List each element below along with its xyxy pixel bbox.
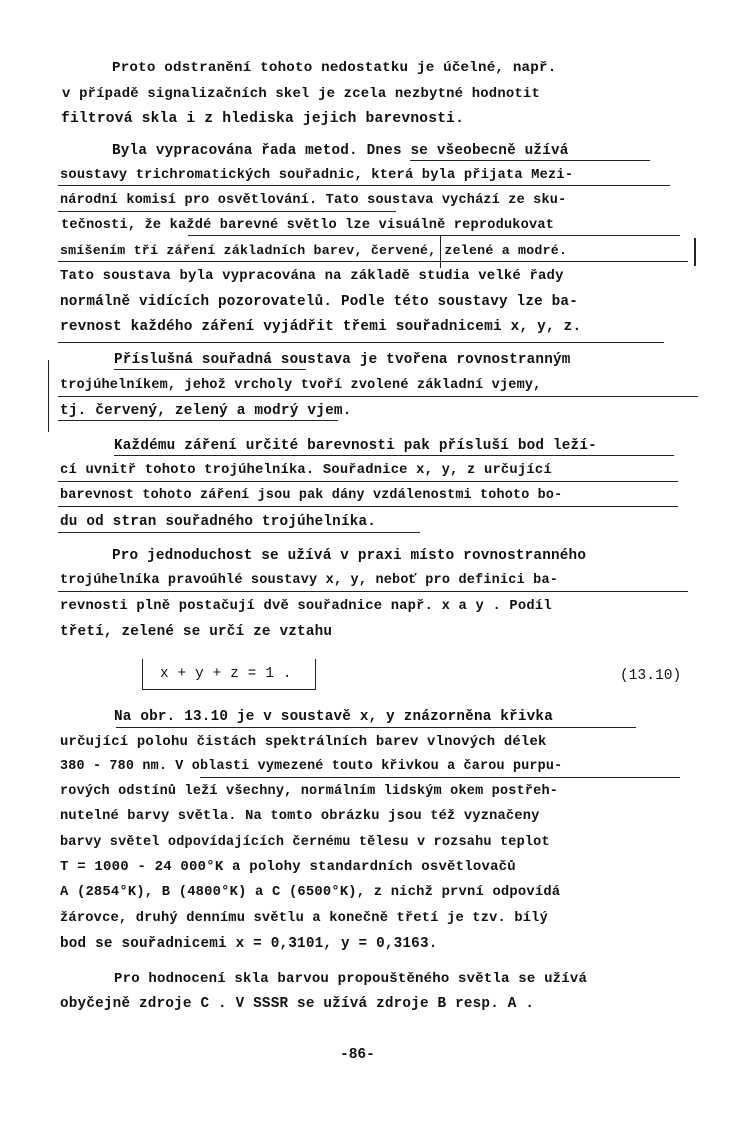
text-line: smíšením tří záření základních barev, červené, zelené a modré. <box>60 243 568 258</box>
text-line: Proto odstranění tohoto nedostatku je účelné, např. <box>112 60 557 76</box>
text-line: rových odstínů leží všechny, normálním lidským okem postřeh- <box>60 784 559 799</box>
text-line: revnosti plně postačují dvě souřadnice např. x a y . Podíl <box>60 599 552 614</box>
text-line: cí uvnitř tohoto trojúhelníka. Souřadnice x, y, z určující <box>60 463 552 478</box>
underline-mark <box>116 727 636 728</box>
text-line: žárovce, druhý dennímu světlu a konečně třetí je tzv. bílý <box>60 911 549 926</box>
margin-bracket <box>48 360 49 432</box>
underline-mark <box>58 211 396 212</box>
text-line: Byla vypracována řada metod. Dnes se všeobecně užívá <box>112 143 569 159</box>
text-line: nutelné barvy světla. Na tomto obrázku jsou též vyznačeny <box>60 809 540 824</box>
text-line: trojúhelníkem, jehož vrcholy tvoří zvolené základní vjemy, <box>60 378 542 393</box>
text-line: národní komisí pro osvětlování. Tato soustava vychází ze sku- <box>60 193 567 208</box>
underline-mark <box>58 591 688 592</box>
text-line: třetí, zelené se určí ze vztahu <box>60 624 333 640</box>
underline-mark <box>58 481 678 482</box>
text-line: Příslušná souřadná soustava je tvořena rovnostranným <box>114 352 571 368</box>
underline-mark <box>114 369 306 370</box>
text-line: obyčejně zdroje C . V SSSR se užívá zdroje B resp. A . <box>60 996 535 1012</box>
underline-mark <box>58 261 688 262</box>
text-line: revnost každého záření vyjádřit třemi souřadnicemi x, y, z. <box>60 319 582 335</box>
text-line: trojúhelníka pravoúhlé soustavy x, y, neboť pro definici ba- <box>60 573 559 588</box>
text-line: 380 - 780 nm. V oblasti vymezené touto křivkou a čarou purpu- <box>60 759 563 774</box>
text-line: du od stran souřadného trojúhelníka. <box>60 514 377 530</box>
underline-mark <box>114 455 674 456</box>
equation: x + y + z = 1 . <box>160 666 292 682</box>
text-line: Pro hodnocení skla barvou propouštěného světla se užívá <box>114 971 588 987</box>
equation-number: (13.10) <box>620 668 682 684</box>
underline-mark <box>58 506 678 507</box>
underline-mark <box>58 532 420 533</box>
underline-mark <box>188 235 680 236</box>
text-line: Každému záření určité barevnosti pak přísluší bod leží- <box>114 438 597 454</box>
underline-mark <box>58 420 338 421</box>
text-line: tj. červený, zelený a modrý vjem. <box>60 403 352 419</box>
text-line: A (2854°K), B (4800°K) a C (6500°K), z nichž první odpovídá <box>60 885 561 900</box>
margin-bracket <box>440 236 441 268</box>
page-number: -86- <box>340 1047 375 1063</box>
text-line: filtrová skla i z hlediska jejich barevnosti. <box>61 111 465 127</box>
underline-mark <box>58 342 664 343</box>
text-line: v případě signalizačních skel je zcela nezbytné hodnotit <box>62 86 541 102</box>
underline-mark <box>58 396 698 397</box>
text-line: Tato soustava byla vypracována na základě studia velké řady <box>60 268 564 284</box>
underline-mark <box>410 160 650 161</box>
margin-bracket <box>694 238 696 266</box>
text-line: bod se souřadnicemi x = 0,3101, y = 0,3163. <box>60 936 438 952</box>
text-line: barvy světel odpovídajících černému tělesu v rozsahu teplot <box>60 835 550 850</box>
text-line: T = 1000 - 24 000°K a polohy standardních osvětlovačů <box>60 859 516 875</box>
text-line: soustavy trichromatických souřadnic, která byla přijata Mezi- <box>60 168 574 183</box>
text-line: Pro jednoduchost se užívá v praxi místo rovnostranného <box>112 548 587 564</box>
underline-mark <box>58 185 670 186</box>
text-line: tečnosti, že každé barevné světlo lze visuálně reprodukovat <box>61 218 555 233</box>
text-line: určující polohu čistách spektrálních barev vlnových délek <box>60 734 547 750</box>
text-line: normálně vidících pozorovatelů. Podle této soustavy lze ba- <box>60 294 578 310</box>
text-line: Na obr. 13.10 je v soustavě x, y znázorněna křivka <box>114 709 553 725</box>
text-line: barevnost tohoto záření jsou pak dány vzdálenostmi tohoto bo- <box>60 488 563 503</box>
underline-mark <box>200 777 680 778</box>
